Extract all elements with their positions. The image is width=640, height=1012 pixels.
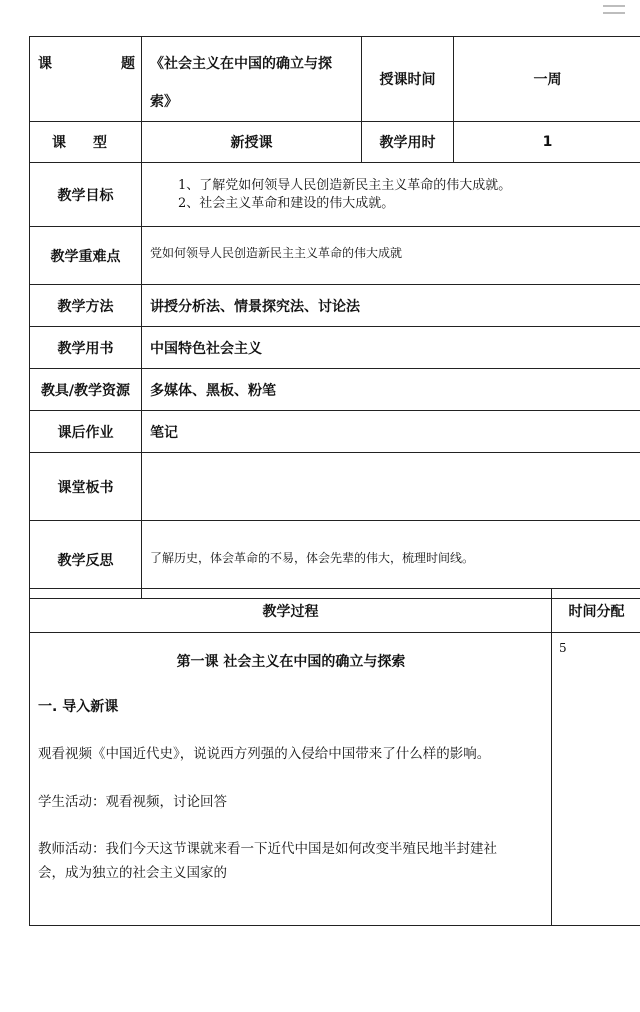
paragraph xyxy=(38,837,497,885)
process-header: 教学过程 xyxy=(30,589,552,633)
table-row xyxy=(30,227,640,285)
table-row xyxy=(30,163,640,227)
time-value: 一周 xyxy=(454,37,640,122)
hours-label: 教学用时 xyxy=(362,122,454,163)
topic-label: 课 题 xyxy=(30,37,142,122)
lesson-info-table xyxy=(29,36,640,599)
reflection-label: 教学反思 xyxy=(30,521,142,599)
hours-value: 1 xyxy=(454,122,640,163)
goal-list xyxy=(142,163,640,227)
topic-value xyxy=(142,37,362,122)
paragraph: 学生活动：观看视频，讨论回答 xyxy=(38,794,227,810)
topic-value-line2: 索》 xyxy=(150,94,178,110)
board-value xyxy=(142,453,640,521)
goal-item: 2、社会主义革命和建设的伟大成就。 xyxy=(178,196,395,211)
table-row xyxy=(30,589,640,633)
type-value: 新授课 xyxy=(142,122,362,163)
table-row xyxy=(30,411,640,453)
time-value: 5 xyxy=(552,633,640,926)
key-value: 党如何领导人民创造新民主主义革命的伟大成就 xyxy=(142,227,640,285)
corner-mark xyxy=(603,0,633,24)
table-row xyxy=(30,521,640,599)
process-table xyxy=(29,588,640,926)
book-value: 中国特色社会主义 xyxy=(142,327,640,369)
section-heading: 一. 导入新课 xyxy=(38,699,119,715)
homework-label: 课后作业 xyxy=(30,411,142,453)
goal-label: 教学目标 xyxy=(30,163,142,227)
tools-value: 多媒体、黑板、粉笔 xyxy=(142,369,640,411)
time-label: 授课时间 xyxy=(362,37,454,122)
method-value: 讲授分析法、情景探究法、讨论法 xyxy=(142,285,640,327)
paragraph-line: 会，成为独立的社会主义国家的 xyxy=(38,865,227,881)
table-row xyxy=(30,453,640,521)
board-label: 课堂板书 xyxy=(30,453,142,521)
topic-value-line1: 《社会主义在中国的确立与探 xyxy=(150,56,332,72)
type-label: 课 型 xyxy=(30,122,142,163)
lesson-heading: 第一课 社会主义在中国的确立与探索 xyxy=(176,654,406,670)
key-label: 教学重难点 xyxy=(30,227,142,285)
process-content xyxy=(30,633,552,926)
tools-label: 教具/教学资源 xyxy=(30,369,142,411)
table-row xyxy=(30,37,640,122)
paragraph: 观看视频《中国近代史》，说说西方列强的入侵给中国带来了什么样的影响。 xyxy=(38,746,491,762)
book-label: 教学用书 xyxy=(30,327,142,369)
goal-item: 1、了解党如何领导人民创造新民主主义革命的伟大成就。 xyxy=(178,178,512,193)
homework-value: 笔记 xyxy=(142,411,640,453)
table-row xyxy=(30,327,640,369)
table-row xyxy=(30,285,640,327)
paragraph-line: 教师活动：我们今天这节课就来看一下近代中国是如何改变半殖民地半封建社 xyxy=(38,841,497,857)
table-row xyxy=(30,369,640,411)
table-row xyxy=(30,633,640,926)
reflection-value: 了解历史，体会革命的不易，体会先辈的伟大，梳理时间线。 xyxy=(142,521,640,599)
method-label: 教学方法 xyxy=(30,285,142,327)
table-row xyxy=(30,122,640,163)
time-header: 时间分配 xyxy=(552,589,640,633)
